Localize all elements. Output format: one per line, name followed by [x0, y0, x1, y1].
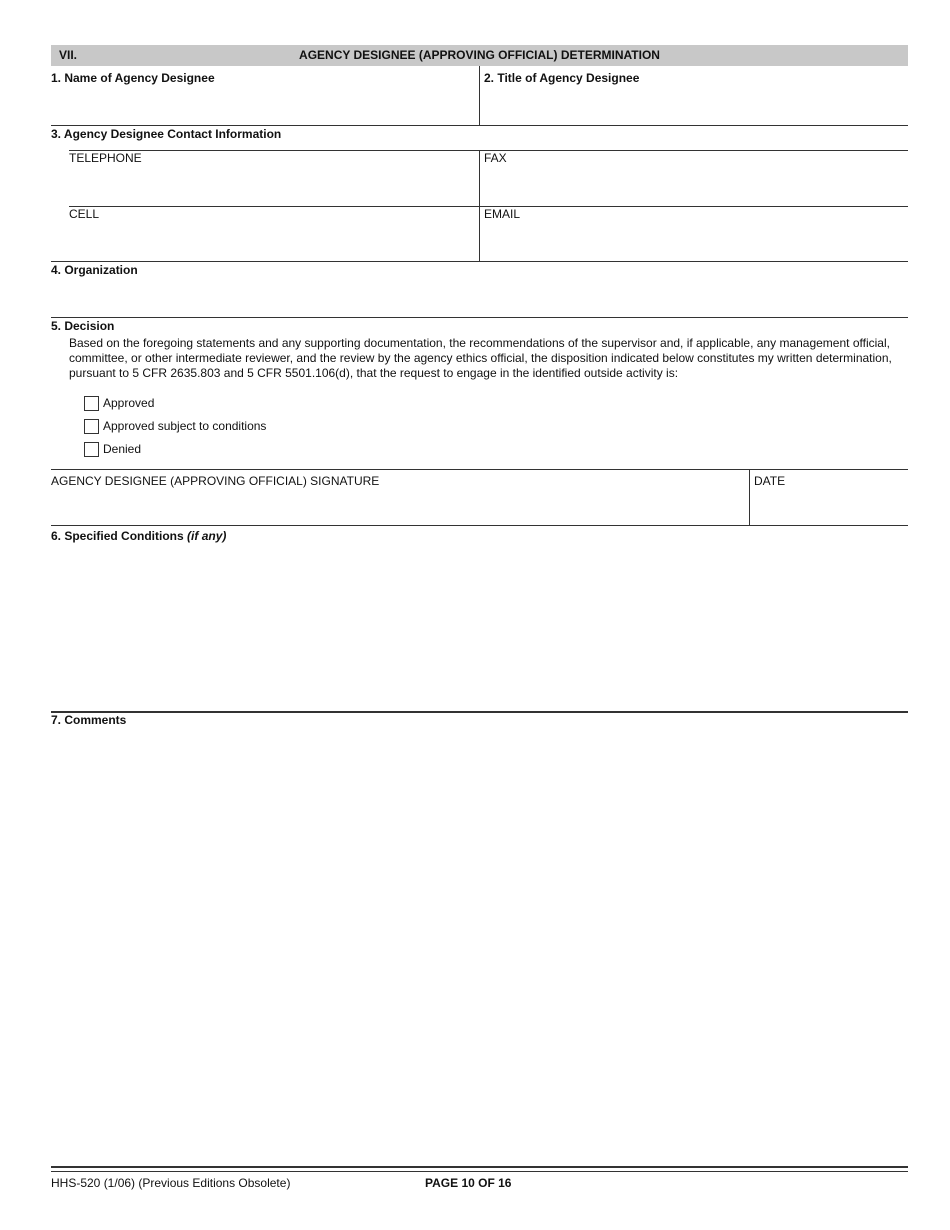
comments-input[interactable] — [51, 731, 906, 1161]
cell-label: CELL — [69, 207, 100, 221]
approved-with-conditions-label: Approved subject to conditions — [103, 419, 267, 433]
comments-label: 7. Comments — [51, 713, 127, 727]
specified-conditions-qualifier: (if any) — [187, 529, 227, 543]
denied-checkbox[interactable] — [84, 442, 99, 457]
specified-conditions-input[interactable] — [51, 547, 906, 707]
section-title: AGENCY DESIGNEE (APPROVING OFFICIAL) DETERMINATION — [299, 48, 660, 62]
specified-conditions-title: 6. Specified Conditions — [51, 529, 184, 543]
section-header — [51, 45, 908, 66]
divider — [51, 711, 908, 713]
telephone-input[interactable] — [69, 168, 475, 202]
denied-option[interactable] — [84, 440, 141, 458]
contact-info-label: 3. Agency Designee Contact Information — [51, 127, 282, 141]
approved-label: Approved — [103, 396, 155, 410]
signature-input[interactable] — [51, 491, 745, 521]
divider — [479, 66, 480, 126]
divider — [749, 469, 750, 525]
approved-with-conditions-checkbox[interactable] — [84, 419, 99, 434]
form-identifier: HHS-520 (1/06) (Previous Editions Obsolete) — [51, 1176, 291, 1190]
footer-rule — [51, 1166, 908, 1168]
date-label: DATE — [754, 474, 786, 488]
divider — [51, 125, 908, 126]
email-input[interactable] — [484, 224, 904, 258]
decision-statement: Based on the foregoing statements and any supporting documentation, the recommendations of the supervisor and, if applicable, any management official, committee, or other intermediate reviewer, and the review by the agency ethics official, the disposition indicated below constitutes my written determination, pursuant to 5 CFR 2635.803 and 5 CFR 5501.106(d), that the request to engage in the identified outside activity is: — [69, 336, 892, 380]
approved-option[interactable] — [84, 394, 154, 412]
title-of-designee-input[interactable] — [484, 88, 904, 122]
divider — [479, 150, 480, 262]
approved-with-conditions-option[interactable] — [84, 417, 266, 435]
divider — [51, 261, 908, 262]
page-number: PAGE 10 OF 16 — [425, 1176, 512, 1190]
signature-label: AGENCY DESIGNEE (APPROVING OFFICIAL) SIGNATURE — [51, 474, 380, 488]
specified-conditions-label — [51, 529, 226, 543]
approved-checkbox[interactable] — [84, 396, 99, 411]
footer-rule — [51, 1171, 908, 1172]
organization-label: 4. Organization — [51, 263, 138, 277]
title-of-designee-label: 2. Title of Agency Designee — [484, 71, 640, 85]
divider — [51, 525, 908, 526]
telephone-label: TELEPHONE — [69, 151, 142, 165]
name-of-designee-input[interactable] — [51, 88, 476, 122]
fax-label: FAX — [484, 151, 507, 165]
divider — [51, 469, 908, 470]
divider — [51, 317, 908, 318]
denied-label: Denied — [103, 442, 142, 456]
decision-label: 5. Decision — [51, 319, 115, 333]
date-input[interactable] — [754, 491, 904, 521]
email-label: EMAIL — [484, 207, 521, 221]
name-of-designee-label: 1. Name of Agency Designee — [51, 71, 215, 85]
organization-input[interactable] — [51, 280, 901, 314]
section-number: VII. — [59, 48, 78, 62]
cell-input[interactable] — [69, 224, 475, 258]
fax-input[interactable] — [484, 168, 904, 202]
